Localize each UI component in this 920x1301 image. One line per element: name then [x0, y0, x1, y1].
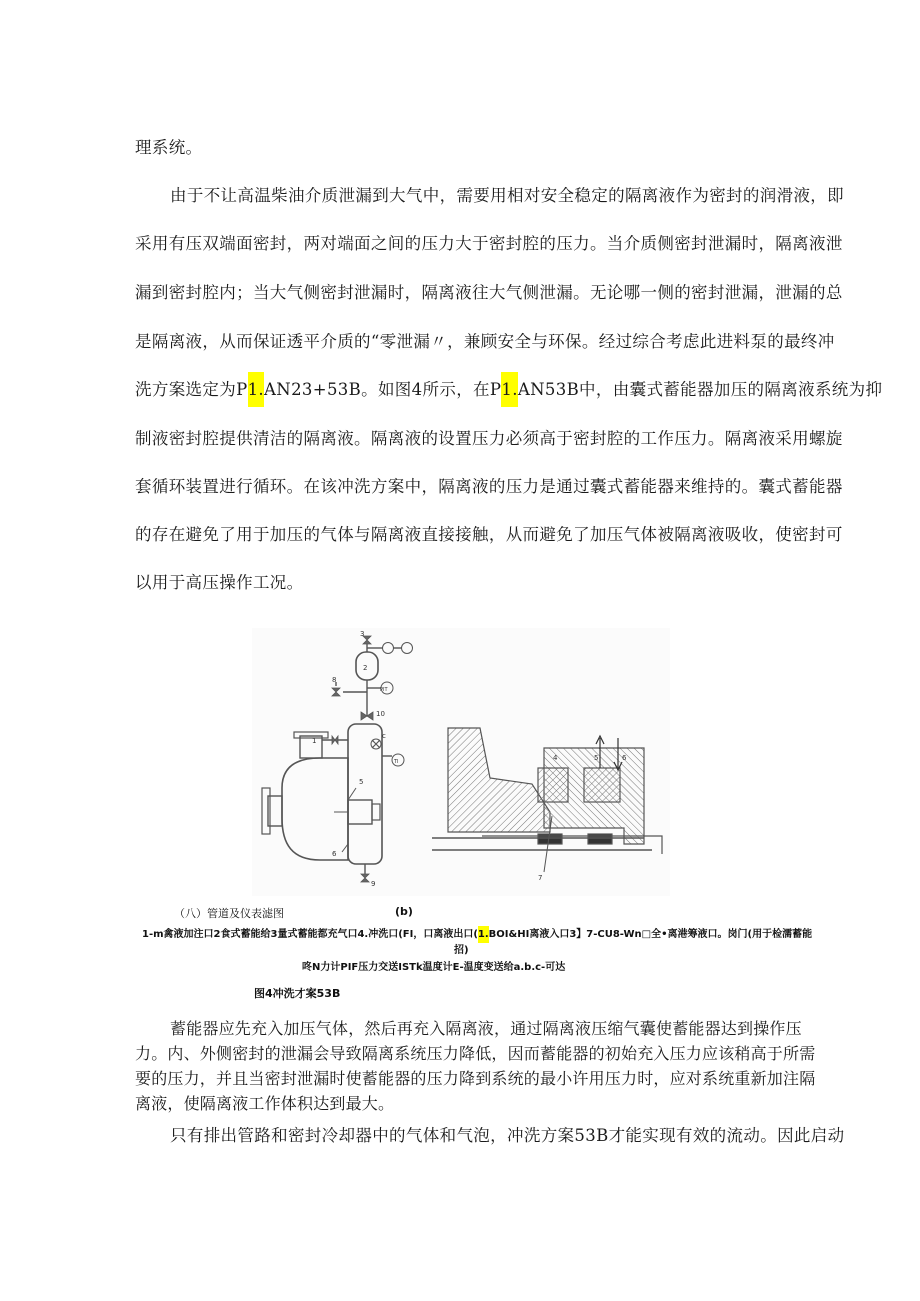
- paragraph-line: 是隔离液，从而保证透平介质的“零泄漏〃，兼顾安全与环保。经过综合考虑此进料泵的最终冲: [135, 332, 835, 351]
- highlight-mark: 1.: [501, 372, 517, 407]
- label-pit: PIT: [380, 687, 388, 693]
- figure-legend-line: 咚N力计PIF压力交送ISTk温度计E-温度变送给a.b.c-可达: [302, 962, 566, 973]
- seal-section: [432, 728, 662, 872]
- label-ti: TI: [394, 759, 399, 765]
- paragraph-line: [135, 380, 882, 400]
- label-5b: 5: [594, 754, 599, 762]
- figure-legend-line: 招): [454, 945, 469, 956]
- figure-legend-line: [142, 925, 812, 940]
- label-9: 9: [371, 880, 376, 888]
- label-3: 3: [360, 630, 365, 638]
- paragraph-line: 以用于高压操作工况。: [135, 573, 304, 592]
- paragraph-line: 制液密封腔提供清洁的隔离液。隔离液的设置压力必须高于密封腔的工作压力。隔离液采用螺旋: [135, 429, 843, 448]
- label-6b: 6: [622, 754, 627, 762]
- flush-plan-figure: [252, 628, 670, 896]
- label-6: 6: [332, 850, 337, 858]
- text-run: 1-m禽液加注口2食式蓄能给3量式蓄能都充气口4.冲洗口(FI，口离液出口(: [142, 929, 478, 940]
- paragraph-line: 漏到密封腔内；当大气侧密封泄漏时，隔离液往大气侧泄漏。无论哪一侧的密封泄漏，泄漏的总: [135, 283, 843, 302]
- paragraph-line: 要的压力，并且当密封泄漏时使蓄能器的压力降到系统的最小许用压力时，应对系统重新加注隔: [135, 1069, 816, 1088]
- paragraph-line: 力。内、外侧密封的泄漏会导致隔离系统压力降低，因而蓄能器的初始充入压力应该稍高于所需: [135, 1044, 816, 1063]
- highlight-mark: 1.: [478, 926, 489, 943]
- label-2: 2: [363, 664, 368, 672]
- label-5: 5: [359, 778, 364, 786]
- label-8: 8: [332, 676, 337, 684]
- highlight-mark: 1.: [248, 372, 264, 407]
- label-10: 10: [376, 710, 385, 718]
- paragraph-line: 由于不让高温柴油介质泄漏到大气中，需要用相对安全稳定的隔离液作为密封的润滑液，即: [170, 186, 844, 205]
- paragraph-line: 离液，使隔离液工作体积达到最大。: [135, 1094, 395, 1113]
- paragraph-line: 采用有压双端面密封，两对端面之间的压力大于密封腔的压力。当介质侧密封泄漏时，隔离液泄: [135, 234, 843, 253]
- paragraph-line: 只有排出管路和密封冷却器中的气体和气泡，冲洗方案53B才能实现有效的流动。因此启动: [170, 1126, 845, 1145]
- figure-title: 图4冲洗才案53B: [254, 987, 341, 1000]
- label-c: c: [382, 732, 386, 740]
- figure-caption-b: (b): [395, 905, 413, 918]
- text-run: BOI&HI离液入口3】7-CU8-Wn□全•离港筹液口。岗门(用于检濡蓄能: [488, 929, 813, 940]
- label-4: 4: [553, 754, 558, 762]
- paragraph-0-line: 理系统。: [135, 138, 203, 157]
- text-run: 洗方案选定为P: [135, 380, 248, 399]
- paragraph-line: 套循环装置进行循环。在该冲洗方案中，隔离液的压力是通过囊式蓄能器来维持的。囊式蓄能器: [135, 477, 843, 496]
- paragraph-line: 的存在避免了用于加压的气体与隔离液直接接触，从而避免了加压气体被隔离液吸收，使密封可: [135, 525, 843, 544]
- label-1: 1: [312, 737, 317, 745]
- text-run: AN53B中，由囊式蓄能器加压的隔离液系统为抑: [517, 380, 883, 399]
- figure-caption-a: （八）管道及仪表滤图: [174, 907, 284, 920]
- paragraph-line: 蓄能器应先充入加压气体，然后再充入隔离液，通过隔离液压缩气囊使蓄能器达到操作压: [170, 1019, 802, 1038]
- text-run: AN23+53B。如图4所示，在P: [264, 380, 502, 399]
- label-7: 7: [538, 874, 543, 882]
